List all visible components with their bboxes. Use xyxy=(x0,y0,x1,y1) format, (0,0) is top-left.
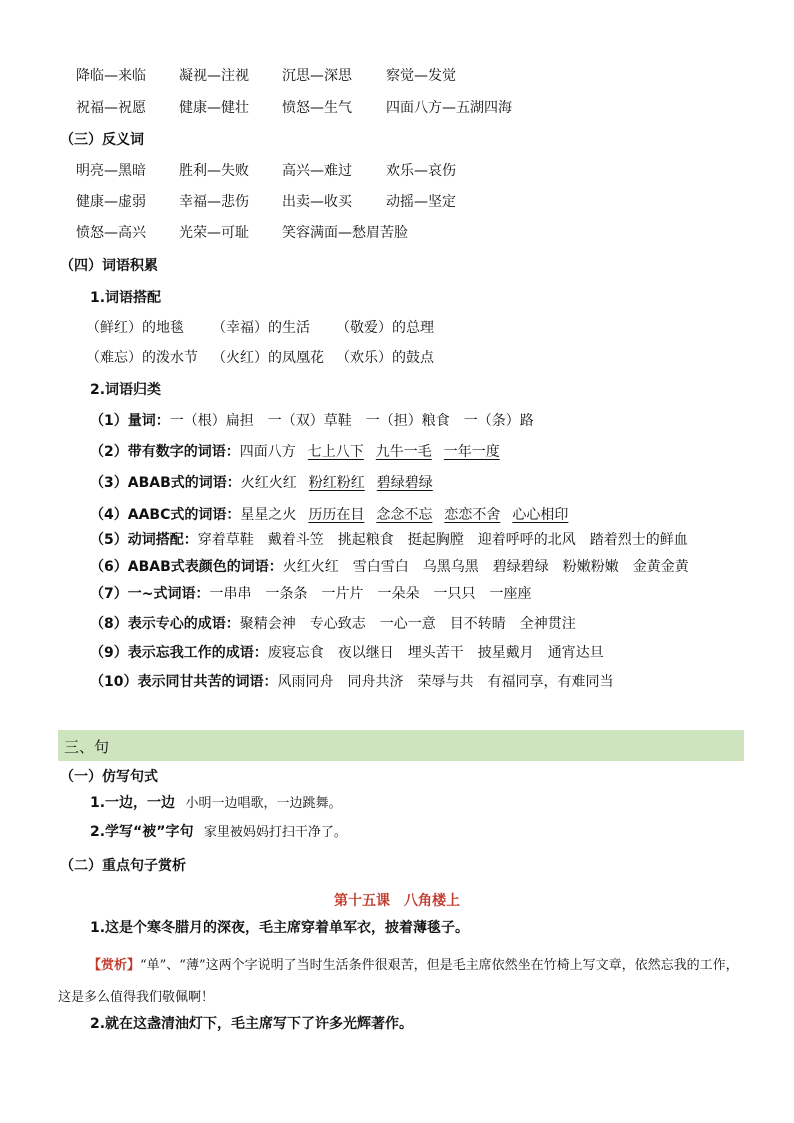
item-label: （9）表示忘我工作的成语： xyxy=(90,645,268,661)
word-pair: 笑容满面—愁眉苦脸 xyxy=(282,225,408,241)
item-words: 火红火红 雪白雪白 乌黑乌黑 碧绿碧绿 粉嫩粉嫩 金黄金黄 xyxy=(282,559,689,575)
item-words: 星星之火 xyxy=(240,507,297,523)
word-pair: 四面八方—五湖四海 xyxy=(386,100,512,116)
item-label: （8）表示专心的成语： xyxy=(90,616,240,632)
analysis-paragraph xyxy=(58,950,748,1014)
word-pair: 祝福—祝愿 xyxy=(76,100,146,116)
item-label: （4）AABC式的词语： xyxy=(90,507,241,523)
imitate-line xyxy=(90,793,342,814)
item-words: 穿着草鞋 戴着斗笠 挑起粮食 挺起胸膛 迎着呼呼的北风 踏着烈士的鲜血 xyxy=(197,532,688,548)
collocation: （难忘）的泼水节 xyxy=(86,350,198,366)
word-pair: 高兴—难过 xyxy=(282,163,352,179)
item-label: （2）带有数字的词语： xyxy=(90,444,240,460)
analysis-text: “单”、“薄”这两个字说明了当时生活条件很艰苦，但是毛主席依然坐在竹椅上写文章，依然忘我的工作，这是多么值得我们敬佩啊！ xyxy=(58,958,739,1005)
sentence-text: 1.这是个寒冬腊月的深夜，毛主席穿着单军衣，披着薄毯子。 xyxy=(90,920,470,936)
heading-text: （一）仿写句式 xyxy=(60,769,158,785)
word-pair: 出卖—收买 xyxy=(282,194,352,210)
classification-line xyxy=(90,584,543,604)
underlined-word: 碧绿碧绿 xyxy=(376,475,433,491)
heading-text: （二）重点句子赏析 xyxy=(60,858,186,874)
subheading-text: 1.词语搭配 xyxy=(90,290,162,306)
classification-line xyxy=(90,557,701,577)
lesson-title xyxy=(0,890,794,910)
imitate-line xyxy=(90,822,347,843)
classification-line xyxy=(90,473,445,493)
item-words: 火红火红 xyxy=(240,475,297,491)
item-words: 一（根）扁担 一（双）草鞋 一（担）粮食 一（条）路 xyxy=(169,413,534,429)
imitate-label: 2.学写“被”字句 xyxy=(90,824,194,840)
item-words: 四面八方 xyxy=(239,444,296,460)
sentence-text: 2.就在这盏清油灯下，毛主席写下了许多光辉著作。 xyxy=(90,1016,414,1032)
word-pair: 健康—虚弱 xyxy=(76,194,146,210)
classification-line xyxy=(90,614,588,634)
word-pair: 察觉—发觉 xyxy=(386,68,456,84)
word-pair: 降临—来临 xyxy=(76,68,146,84)
underlined-word: 九牛一毛 xyxy=(375,444,432,460)
word-pair: 欢乐—哀伤 xyxy=(386,163,456,179)
collocation: （欢乐）的鼓点 xyxy=(336,350,434,366)
item-label: （5）动词搭配： xyxy=(90,532,198,548)
word-pair: 胜利—失败 xyxy=(179,163,249,179)
subheading-text: 2.词语归类 xyxy=(90,382,162,398)
item-label: （10）表示同甘共苦的词语： xyxy=(90,674,278,690)
classification-line xyxy=(90,442,512,462)
word-pair: 幸福—悲伤 xyxy=(179,194,249,210)
word-pair: 愤怒—生气 xyxy=(282,100,352,116)
underlined-word: 心心相印 xyxy=(512,507,569,523)
collocation: （鲜红）的地毯 xyxy=(86,320,184,336)
word-pair: 健康—健壮 xyxy=(179,100,249,116)
item-words: 废寝忘食 夜以继日 埋头苦干 披星戴月 通宵达旦 xyxy=(267,645,604,661)
word-pair: 凝视—注视 xyxy=(179,68,249,84)
item-words: 聚精会神 专心致志 一心一意 目不转睛 全神贯注 xyxy=(239,616,576,632)
underlined-word: 历历在目 xyxy=(308,507,365,523)
underlined-word: 一年一度 xyxy=(443,444,500,460)
underlined-word: 念念不忘 xyxy=(376,507,433,523)
word-pair: 动摇—坚定 xyxy=(386,194,456,210)
heading-text: （四）词语积累 xyxy=(60,258,158,274)
classification-line xyxy=(90,505,580,525)
section-bar xyxy=(58,730,744,761)
classification-line xyxy=(90,411,546,431)
word-pair: 明亮—黑暗 xyxy=(76,163,146,179)
lesson-number: 第十五课 xyxy=(334,893,390,909)
imitate-answer: 家里被妈妈打扫干净了。 xyxy=(203,825,347,840)
classification-line xyxy=(90,530,700,550)
item-label: （7）一~式词语： xyxy=(90,586,210,602)
section-title: 三、句 xyxy=(64,738,110,756)
lesson-name: 八角楼上 xyxy=(404,893,460,909)
classification-line xyxy=(90,672,625,692)
heading-text: （三）反义词 xyxy=(60,132,144,148)
item-label: （6）ABAB式表颜色的词语： xyxy=(90,559,283,575)
imitate-label: 1.一边，一边 xyxy=(90,795,176,811)
item-words: 一串串 一条条 一片片 一朵朵 一只只 一座座 xyxy=(209,586,532,602)
underlined-word: 七上八下 xyxy=(307,444,364,460)
word-pair: 愤怒—高兴 xyxy=(76,225,146,241)
item-label: （3）ABAB式的词语： xyxy=(90,475,241,491)
word-pair: 光荣—可耻 xyxy=(179,225,249,241)
analysis-tag: 【赏析】 xyxy=(88,958,141,973)
item-label: （1）量词： xyxy=(90,413,170,429)
classification-line xyxy=(90,643,616,663)
imitate-answer: 小明一边唱歌，一边跳舞。 xyxy=(185,796,342,811)
word-pair: 沉思—深思 xyxy=(282,68,352,84)
underlined-word: 恋恋不舍 xyxy=(444,507,501,523)
collocation: （幸福）的生活 xyxy=(212,320,310,336)
collocation: （敬爱）的总理 xyxy=(336,320,434,336)
item-words: 风雨同舟 同舟共济 荣辱与共 有福同享，有难同当 xyxy=(277,674,614,690)
collocation: （火红）的凤凰花 xyxy=(212,350,324,366)
underlined-word: 粉红粉红 xyxy=(308,475,365,491)
